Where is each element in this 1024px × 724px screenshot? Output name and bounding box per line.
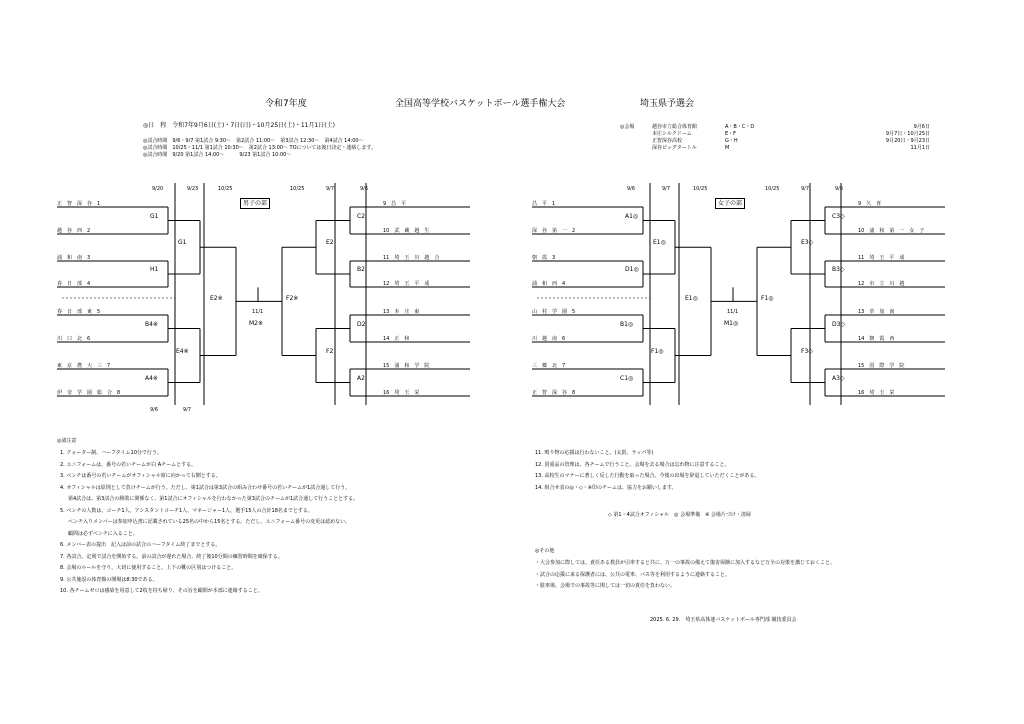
division-label: 女子の部 [715, 198, 745, 209]
match-code: A4※ [145, 374, 158, 382]
division-label: 男子の部 [240, 198, 270, 209]
match-code: H1 [150, 266, 159, 273]
team-name: 13 本 庄 東 [383, 309, 420, 315]
team-name: 伊 奈 学 園 総 合 8 [57, 390, 121, 396]
match-code: B4※ [145, 320, 158, 328]
team-name: 12 市 立 川 越 [858, 281, 905, 287]
other-heading: ◎その他 [535, 548, 555, 554]
final-date: 11/1 [252, 309, 264, 316]
match-code: B3◇ [832, 266, 845, 273]
team-name: 浦 和 西 4 [532, 281, 566, 287]
match-code: A3◇ [832, 374, 845, 382]
match-code: F2※ [286, 295, 299, 303]
venue-name: 正智深谷高校 [652, 138, 683, 144]
team-name: 正 智 深 谷 1 [57, 201, 101, 207]
note-item: 7. 各試合、定刻で試合を開始する。前の試合が遅れた場合、終了後10分間の練習時間を確保する。 [60, 553, 283, 560]
venue-courts: M [725, 145, 730, 151]
round-date: 9/7 [801, 186, 810, 192]
match-code: D1◎ [625, 266, 639, 273]
note-item: 10. 各チームゼロは感染を用意して2枚を持ち帰り、その旨を顧問が本部に連絡すること。 [60, 588, 263, 594]
team-name: 15 浦 和 学 院 [383, 363, 430, 369]
match-code: E2 [326, 239, 334, 247]
venue-name: 深谷ビッグタートル [652, 145, 697, 151]
team-name: 10 武 蔵 越 生 [383, 228, 430, 234]
round-date: 9/6 [835, 186, 844, 192]
schedule-time-2: ◎試合時間 10/25・11/1 第1試合 10:30～ 第2試合 13:00～ TOについては後日決定・連絡します。 [143, 145, 377, 151]
other-item: ・試合の応援に来る保護者には、公共の電車、バス等を利用するように連絡すること。 [535, 571, 731, 578]
team-name: 春 日 部 東 5 [57, 309, 101, 315]
team-name: 16 埼 玉 栄 [858, 390, 895, 396]
venue-date: 11月1日 [910, 145, 930, 151]
team-name: 山 村 学 園 5 [532, 309, 576, 315]
team-name: 越 谷 西 2 [57, 228, 91, 234]
round-date: 9/23 [187, 186, 199, 192]
note-item: 12. 貴重品の管理は、各チームで行うこと。会場を去る場合は忘れ物に注意すること。 [535, 461, 730, 468]
match-code: C1◎ [620, 374, 634, 382]
note-item: 5. ベンチの人数は、コーチ1人、アシスタントコーチ1人、マネージャー1人、選手15人の合計18名までとする。 [60, 507, 313, 514]
team-name: 10 浦 和 第 一 女 子 [858, 228, 925, 234]
note-item: 6. メンバー表の提出 記入は前の試合のハーフタイム終了までとする。 [60, 542, 221, 548]
team-name: 東 京 農 大 三 7 [57, 363, 111, 369]
round-date: 9/6 [360, 186, 369, 192]
round-date: 9/7 [183, 407, 192, 413]
note-item: 4. オフィシャルは原則として負けチームが行う。ただし、第1試合は第3試合の組み合わせ番号の若いチームが1試合通して行う。 [60, 484, 351, 491]
team-name: 正 智 深 谷 8 [532, 390, 576, 396]
legend: ◇ 第1・4試合オフィシャル ◎ 会場準備 ※ 会場片づけ・清掃 [608, 512, 751, 518]
match-code: F3◇ [801, 347, 813, 355]
schedule-time-3: ◎試合時間 9/20 第1試合 14:00～ 9/23 第1試合 10:00～ [143, 152, 292, 158]
match-code: C3◇ [832, 212, 845, 220]
notes-heading: ◎諸注意 [57, 438, 77, 444]
match-code: D2 [357, 320, 366, 328]
final-code: M2※ [249, 320, 264, 328]
match-code: B2 [357, 266, 365, 273]
team-name: 9 久 喜 [858, 201, 882, 207]
match-code: G1 [178, 239, 187, 247]
venue-courts: G・H [725, 138, 738, 144]
team-name: 16 埼 玉 栄 [383, 390, 420, 396]
round-date: 9/7 [326, 186, 335, 192]
round-date: 9/20 [152, 186, 164, 192]
note-item: 13. 高校生のマナーに著しく反した行動を取った場合、今後の出場を辞退していただくことがある。 [535, 473, 760, 479]
team-name: 深 谷 第 一 2 [532, 228, 576, 234]
team-name: 三 郷 北 7 [532, 363, 566, 369]
team-name: 15 国 際 学 院 [858, 363, 905, 369]
match-code: C2 [357, 212, 366, 220]
venue-label: ◎会場 [620, 124, 635, 130]
venue-date: 9月6日 [913, 124, 930, 130]
team-name: 11 埼 玉 平 成 [858, 255, 905, 261]
team-name: 浦 和 南 3 [57, 255, 91, 261]
team-name: 昌 平 1 [532, 201, 556, 207]
round-date: 10/25 [693, 186, 708, 192]
note-item: 第4試合は、第3試合の勝敗に関係なく、第1試合にオフィシャルを行わなかった第3試合のチームが1試合通して行うこととする。 [68, 496, 359, 502]
match-code: A2 [357, 374, 365, 382]
team-name: 川 越 南 6 [532, 336, 566, 342]
round-date: 10/25 [765, 186, 780, 192]
team-name: 13 草 加 南 [858, 309, 895, 315]
team-name: 14 正 和 [383, 336, 410, 342]
team-name: 14 朝 霞 西 [858, 336, 895, 342]
match-code: D3◇ [832, 320, 846, 328]
other-item: ・大会参加に際しては、責任ある教員が引率すると共に、万一の事故の備えて傷害保険に加入するなど万全の対策を講じておくこと。 [535, 560, 836, 566]
round-date: 9/6 [627, 186, 636, 192]
round-date: 10/25 [290, 186, 305, 192]
note-item: 3. ベンチは番号の若いチームがオフィシャル席に向かって右側とする。 [60, 473, 221, 479]
team-name: 12 埼 玉 平 成 [383, 281, 430, 287]
venue-date: 9月20日・9月23日 [885, 138, 930, 144]
footer: 2025. 6. 29. 埼玉県高体連バスケットボール専門部 競技委員会 [650, 617, 797, 623]
note-item: 1. クォーター制、ハーフタイム10分で行う。 [60, 450, 162, 456]
match-code: F1◎ [651, 347, 664, 355]
note-item: 14. 組合せ表の◎・◇・※印のチームは、協力をお願いします。 [535, 484, 677, 491]
prelim-title: 埼玉県予選会 [640, 99, 695, 109]
venue-courts: E・F [725, 131, 737, 137]
match-code: E1◎ [685, 295, 698, 303]
match-code: E3◇ [801, 239, 814, 247]
round-date: 9/7 [662, 186, 671, 192]
team-name: 9 昌 平 [383, 201, 407, 207]
final-code: M1◎ [724, 320, 739, 328]
round-date: 9/6 [150, 407, 159, 413]
round-date: 10/25 [218, 186, 233, 192]
note-item: 8. 会場のルールを守り、大切に使用すること。上下の靴の区別はつけること。 [60, 565, 237, 571]
era-title: 令和7年度 [265, 99, 307, 109]
schedule-time-1: ◎試合時間 9/6・9/7 第1試合 9:30～ 第2試合 11:00～ 第3試合 12:30～ 第4試合 14:00～ [143, 138, 364, 144]
schedule-dates: ◎日 程 令和7年9月6日(土)・7日(日)・10月25日(土)・11月1日(土) [143, 122, 335, 129]
note-item: ベンチ入りメンバーは参加申込書に記載されている25名の中から15名とする。ただし、ユニフォーム番号の変更は認めない。 [68, 519, 351, 525]
final-date: 11/1 [727, 309, 739, 316]
venue-name: 本庄シルクドーム [652, 131, 692, 137]
venue-date: 9月7日・10月25日 [885, 131, 930, 137]
team-name: 11 埼 玉 川 越 合 [383, 255, 440, 261]
team-name: 春 日 部 4 [57, 281, 91, 287]
match-code: E4※ [176, 347, 189, 355]
note-item: 9. 公共施設の体育館の開場は8:30である。 [60, 576, 158, 583]
match-code: E1◎ [653, 239, 666, 247]
venue-name: 越谷市立総合体育館 [652, 124, 698, 130]
note-item: 顧問は必ずベンチに入ること。 [68, 530, 138, 537]
team-name: 川 口 北 6 [57, 336, 91, 342]
note-item: 11. 鳴り物の応援は行わないこと。(太鼓、ラッパ等) [535, 450, 654, 456]
match-code: F1◎ [761, 295, 774, 303]
note-item: 2. ユニフォームは、番号の若いチームが白 Aチームとする。 [60, 461, 197, 468]
match-code: E2※ [210, 295, 223, 303]
event-title: 全国高等学校バスケットボール選手権大会 [395, 99, 566, 109]
match-code: G1 [150, 212, 159, 220]
match-code: A1◎ [625, 212, 639, 220]
match-code: F2 [326, 347, 334, 355]
team-name: 朝 霞 3 [532, 255, 556, 261]
match-code: B1◎ [620, 320, 634, 328]
venue-courts: A・B・C・D [725, 124, 755, 130]
other-item: ・駐車場、会場での事故等に関しては一切の責任を負わない。 [535, 583, 676, 589]
